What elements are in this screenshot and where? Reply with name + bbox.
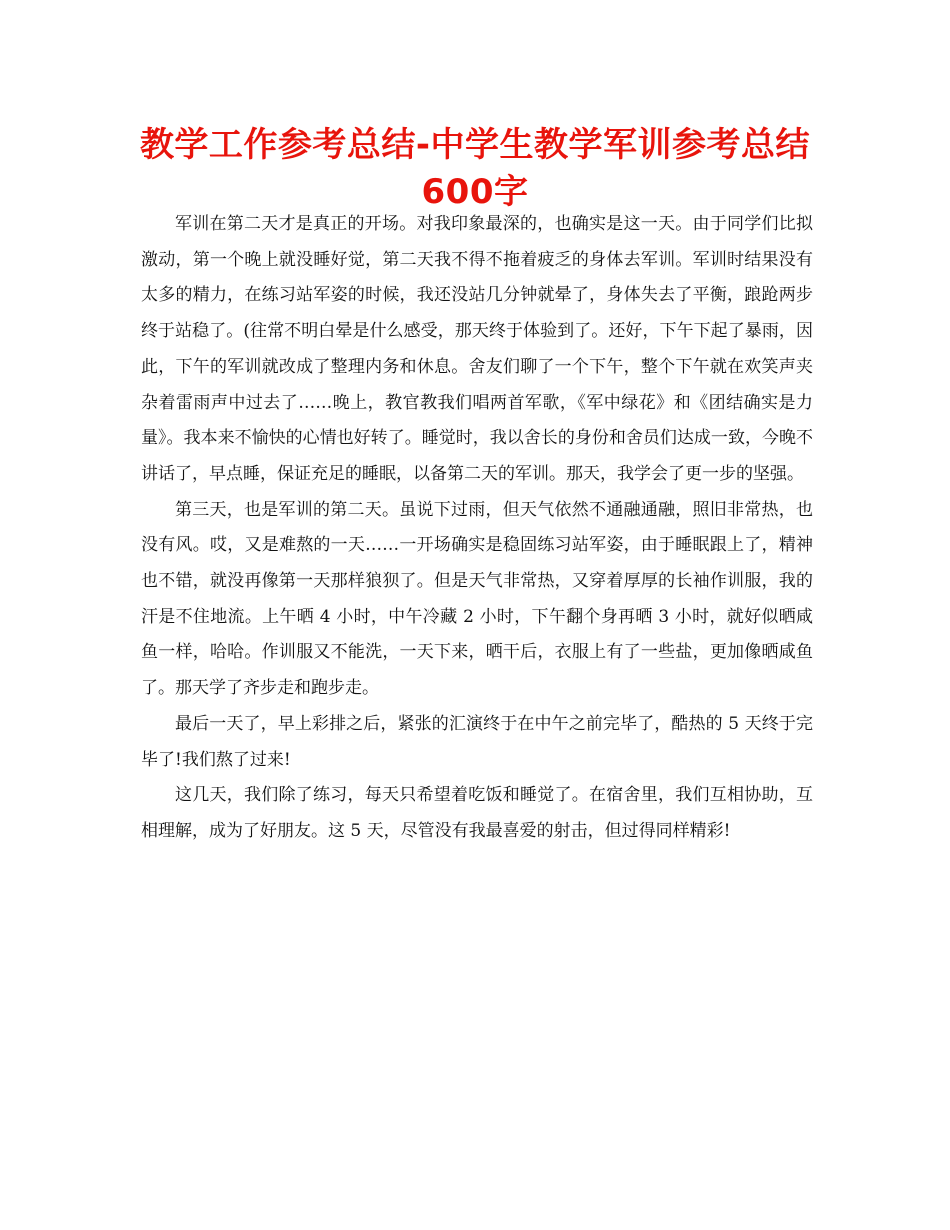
paragraph-2: 第三天，也是军训的第二天。虽说下过雨，但天气依然不通融通融，照旧非常热，也没有风。哎，又是难熬的一天……一开场确实是稳固练习站军姿，由于睡眠跟上了，精神也不错，就没再像第一天那样狼狈了。但是天气非常热，又穿着厚厚的长袖作训服，我的汗是不住地流。上午晒 4 小时，中午冷藏 2 小时，下午翻个身再晒 3 小时，就好似晒咸鱼一样，哈哈。作训服又不能洗，一天下来，晒干后，衣服上有了一些盐，更加像晒咸鱼了。那天学了齐步走和跑步走。 [141,499,813,699]
paragraph-1: 军训在第二天才是真正的开场。对我印象最深的，也确实是这一天。由于同学们比拟激动，第一个晚上就没睡好觉，第二天我不得不拖着疲乏的身体去军训。军训时结果没有太多的精力，在练习站军姿的时候，我还没站几分钟就晕了，身体失去了平衡，踉跄两步终于站稳了。(往常不明白晕是什么感受，那天终于体验到了。还好，下午下起了暴雨，因此，下午的军训就改成了整理内务和休息。舍友们聊了一个下午，整个下午就在欢笑声夹杂着雷雨声中过去了……晚上，教官教我们唱两首军歌，《军中绿花》和《团结确实是力量》。我本来不愉快的心情也好转了。睡觉时，我以舍长的身份和舍员们达成一致，今晚不讲话了，早点睡，保证充足的睡眠，以备第二天的军训。那天，我学会了更一步的坚强。 [141,214,813,484]
paragraph-3: 最后一天了，早上彩排之后，紧张的汇演终于在中午之前完毕了，酷热的 5 天终于完毕了!我们熬了过来! [141,713,813,770]
document-title: 教学工作参考总结-中学生教学军训参考总结600字 [139,125,811,212]
paragraph-4: 这几天，我们除了练习，每天只希望着吃饭和睡觉了。在宿舍里，我们互相协助，互相理解，成为了好朋友。这 5 天，尽管没有我最喜爱的射击，但过得同样精彩! [141,785,813,841]
document-body [141,207,813,850]
